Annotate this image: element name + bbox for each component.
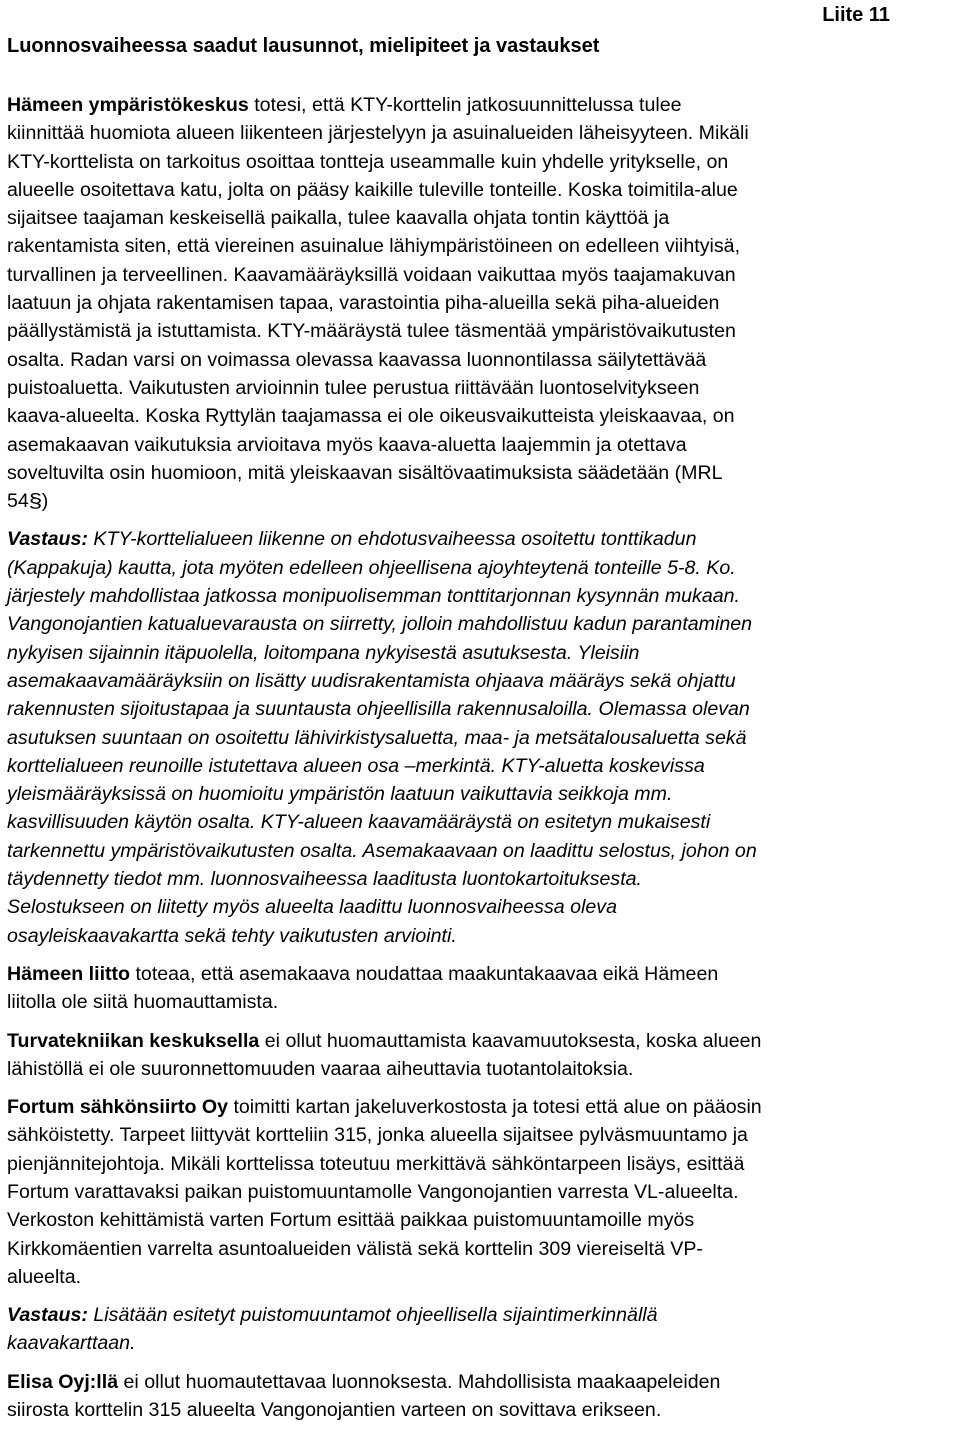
text-line: täydennetty tiedot mm. luonnosvaiheessa laaditusta luontokartoituksesta. [7,868,642,891]
text-line: nykyisen sijainnin itäpuolella, loitompana nykyisestä asutuksesta. Yleisiin [7,641,640,664]
text-line [7,1301,957,1329]
paragraph-hameen-liitto [7,960,957,1017]
paragraph-hameen-ymparistokeskus [7,91,957,515]
text-line-content: toteaa, että asemakaava noudattaa maakuntakaavaa eikä Hämeen [130,962,719,985]
text-line: Selostukseen on liitetty myös alueelta laadittu luonnosvaiheessa oleva [7,896,617,919]
text-line: kiinnittää huomiota alueen liikenteen järjestelyyn ja asuinalueiden läheisyyteen. Mikäli [7,122,749,145]
annex-label: Liite 11 [822,4,890,26]
text-line-content: toimitti kartan jakeluverkostosta ja totesi että alue on pääosin [228,1096,762,1119]
text-line: tarkennettu ympäristövaikutusten osalta. Asemakaavaan on laadittu selostus, johon on [7,839,757,862]
text-line: sijaitsee taajaman keskeisellä paikalla, tulee kaavalla ohjata tontin käyttöä ja [7,207,670,230]
text-line: puistoaluetta. Vaikutusten arvioinnin tulee perustua riittävään luontoselvitykseen [7,376,700,399]
text-line: järjestely mahdollistaa jatkossa monipuolisemman tonttitarjonnan kysynnän mukaan. [7,585,740,608]
text-line: lähistöllä ei ole suuronnettomuuden vaaraa aiheuttavia tuotantolaitoksia. [7,1057,634,1080]
text-line [7,1093,957,1121]
text-line: laatuun ja ohjata rakentamisen tapaa, varastointia piha-alueilla sekä piha-alueiden [7,292,720,315]
text-line: alueelta. [7,1265,82,1288]
text-line: osalta. Radan varsi on voimassa olevassa kaavassa luonnontilassa säilytettävää [7,348,707,371]
text-line: Vangonojantien katualuevarausta on siirretty, jolloin mahdollistuu kadun parantaminen [7,613,753,636]
text-line: asemakaavan vaikutuksia arvioitava myös kaava-aluetta laajemmin ja otettava [7,433,687,456]
text-line: kasvillisuuden käytön osalta. KTY-alueen kaavamääräystä on esitetyn mukaisesti [7,811,711,834]
text-line: soveltuvilta osin huomioon, mitä yleiskaavan sisältövaatimuksista säädetään (MRL [7,461,723,484]
text-line [7,1027,957,1055]
text-line: siirosta korttelin 315 alueelta Vangonojantien varteen on sovittava erikseen. [7,1399,662,1422]
text-line: Verkoston kehittämistä varten Fortum esittää paikkaa puistomuuntamoille myös [7,1209,695,1232]
text-line [7,487,957,515]
text-line: korttelialueen reunoille istutettava alueen osa –merkintä. KTY-aluetta koskevissa [7,754,705,777]
section-number: 54 [7,490,29,513]
text-line: pienjännitejohtoja. Mikäli korttelissa toteutuu merkittävä sähköntarpeen lisäys, esittää [7,1152,745,1175]
reply-label: Vastaus: [7,528,88,551]
text-line: kaavakarttaan. [7,1332,136,1355]
text-line-content: ei ollut huomautettavaa luonnoksesta. Mahdollisista maakaapeleiden [118,1370,721,1393]
text-line-content: ei ollut huomauttamista kaavamuutoksesta, koska alueen [259,1029,762,1052]
text-line: päällystämistä ja istuttamista. KTY-määräystä tulee täsmentää ympäristövaikutusten [7,320,736,343]
reply-label: Vastaus: [7,1304,88,1327]
text-line: asemakaavamääräyksiin on lisätty uudisrakentamista ohjaava määräys sekä ohjattu [7,669,736,692]
text-line: (Kappakuja) kautta, jota myöten edelleen ohjeellisena ajoyhteytenä tonteille 5-8. Ko. [7,556,736,579]
text-line: kaava-alueelta. Koska Ryttylän taajamassa ei ole oikeusvaikutteista yleiskaavaa, on [7,405,735,428]
text-line: yleismääräyksissä on huomioitu ympäristön laatuun vaikuttavia seikkoja mm. [7,783,673,806]
statement-author: Fortum sähkönsiirto Oy [7,1096,229,1119]
text-line: liitolla ole siitä huomauttamista. [7,991,279,1014]
text-line-content: Lisätään esitetyt puistomuuntamot ohjeellisella sijaintimerkinnällä [87,1304,658,1327]
paragraph-reply-2 [7,1301,957,1358]
text-line: sähköistetty. Tarpeet liittyvät kortteliin 315, jonka alueella sijaitsee pylväsmuuntamo ja [7,1124,748,1147]
document-title: Luonnosvaiheessa saadut lausunnot, mielipiteet ja vastaukset [7,35,600,57]
statement-author: Elisa Oyj:llä [7,1370,119,1393]
text-line [7,960,957,988]
paragraph-elisa [7,1368,957,1425]
text-line: alueelle osoitettava katu, jolta on pääsy kaikille tuleville tonteille. Koska toimitila-alue [7,178,738,201]
text-line [7,91,957,119]
text-line: asutuksen suuntaan on osoitettu lähivirkistysaluetta, maa- ja metsätalousaluetta sekä [7,726,747,749]
text-line: Kirkkomäentien varrelta asuntoalueiden välistä sekä korttelin 309 viereiseltä VP- [7,1237,703,1260]
statement-author: Turvatekniikan keskuksella [7,1029,260,1052]
text-line: rakennusten sijoitustapaa ja suuntausta ohjeellisilla rakennusaloilla. Olemassa olevan [7,698,750,721]
text-line: KTY-korttelista on tarkoitus osoittaa tontteja useammalle kuin yhdelle yritykselle, on [7,150,729,173]
text-line: osayleiskaavakartta sekä tehty vaikutusten arviointi. [7,924,457,947]
closing-parenthesis: ) [41,490,49,513]
text-line [7,525,957,553]
document-body [7,91,957,1434]
statement-author: Hämeen ympäristökeskus [7,94,249,116]
section-sign-glyph: § [28,490,43,513]
text-line: rakentamista siten, että viereinen asuinalue lähiympäristöineen on edelleen viihtyisä, [7,235,741,258]
text-line-content: KTY-korttelialueen liikenne on ehdotusvaiheessa osoitettu tonttikadun [87,528,697,551]
text-line-content: totesi, että KTY-korttelin jatkosuunnittelussa tulee [248,94,682,116]
text-line: turvallinen ja terveellinen. Kaavamääräyksillä voidaan vaikuttaa myös taajamakuvan [7,263,736,286]
paragraph-turvatekniikan-keskus [7,1027,957,1084]
paragraph-fortum [7,1093,957,1291]
text-line [7,1368,957,1396]
paragraph-reply-1 [7,525,957,949]
text-line: Fortum varattavaksi paikan puistomuuntamolle Vangonojantien varresta VL-alueelta. [7,1180,739,1203]
statement-author: Hämeen liitto [7,962,131,985]
